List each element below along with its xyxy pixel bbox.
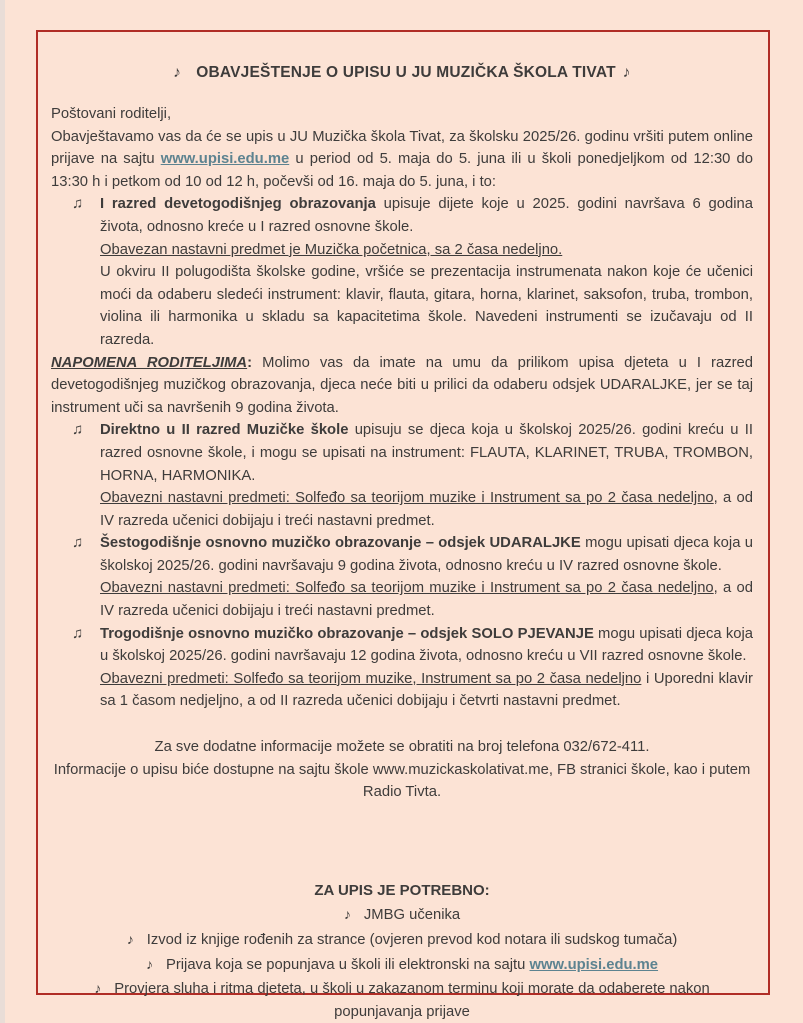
text-run: Direktno u II razred Muzičke škole (100, 422, 349, 439)
contact-info (51, 736, 753, 804)
music-note-icon: ♪ (343, 906, 351, 923)
upisi-website-link[interactable]: www.upisi.edu.me (160, 151, 290, 168)
requirement-item-birth-certificate (51, 928, 753, 952)
list-item-text (100, 626, 753, 710)
requirement-text (166, 957, 658, 973)
beamed-notes-icon: ♫ (72, 624, 84, 642)
list-item-text (100, 196, 753, 348)
requirement-text (147, 932, 678, 948)
text-run: Obavezni predmeti: Solfeđo sa teorijom muzike, Instrument sa po 2 časa nedeljno (100, 670, 642, 687)
text-run: Prijava koja se popunjava u školi ili elektronski na sajtu (165, 956, 530, 973)
salutation: Poštovani roditelji, (51, 106, 172, 122)
intro-paragraph (51, 126, 753, 194)
text-run: , a od IV razreda učenici dobijaju i treći nastavni predmet. (100, 490, 753, 529)
text-run: mogu upisati djeca koja u školskoj 2025/26. godini navršavaju 12 godina života, odnosno kreću u VII razred osnovne škole. (100, 625, 753, 665)
text-run: upisuje dijete koje u 2025. godini navršava 6 godina života, odnosno kreće u I razred osnovne škole. (100, 196, 753, 235)
page-title (51, 63, 753, 82)
beamed-notes-icon: ♫ (72, 534, 84, 552)
requirement-item-hearing-test (51, 977, 753, 1023)
requirement-text (364, 907, 460, 923)
music-note-icon: ♪ (94, 980, 102, 997)
document-frame (36, 30, 770, 1020)
requirement-item-application (51, 953, 753, 977)
text-run: Obavezan nastavni predmet je Muzička početnica, sa 2 časa nedeljno. (100, 241, 563, 258)
text-run: i Uporedni klavir sa 1 časom nedjeljno, a od II razreda učenici dobijaju i četvrti nastavni predmet. (100, 670, 753, 710)
text-run: Trogodišnje osnovno muzičko obrazovanje – odsjek SOLO PJEVANJE (100, 625, 594, 642)
text-run: NAPOMENA RODITELJIMA (51, 354, 248, 371)
text-run: mogu upisati djeca koja u školskoj 2025/26. godini navršavaju 9 godina života, odnosno kreću u IV razred osnovne škole. (100, 535, 753, 574)
upisi-website-link[interactable]: www.upisi.edu.me (529, 956, 659, 973)
music-note-icon: ♪ (126, 931, 134, 947)
beamed-notes-icon: ♫ (72, 421, 84, 439)
requirement-text (114, 981, 709, 1020)
text-run: Obavještavamo vas da će se upis u JU Muzička škola Tivat, za školsku 2025/26. godinu vršiti putem online prijave na sajtu (51, 128, 753, 168)
requirements-heading: ZA UPIS JE POTREBNO: (314, 881, 490, 899)
napomena-paragraph (51, 352, 753, 420)
enrollment-list (51, 193, 753, 713)
page-edge-strip (0, 0, 5, 1023)
text-run: : (247, 354, 253, 371)
beamed-notes-icon: ♫ (72, 195, 84, 213)
text-run: Molimo vas da imate na umu da prilikom upisa djeteta u I razred devetogodišnjeg muzičkog obrazovanja, djeca neće biti u prilici da odaberu odsjek UDARALJKE, jer se taj instrument uči sa navršenih 9 godina života. (51, 354, 753, 416)
document-body (51, 103, 753, 1023)
text-run: upisuju se djeca koja u školskoj 2025/26. godini kreću u II razred osnovne škole, i mogu se upisati na instrument: FLAUTA, KLARINET, TRUBA, TROMBON, HORNA, HARMONIKA. (100, 422, 753, 484)
text-run: Izvod iz knjige rođenih za strance (ovjeren prevod kod notara ili sudskog tumača) (146, 932, 678, 948)
phone-line: Za sve dodatne informacije možete se obratiti na broj telefona 032/672-411. (154, 739, 650, 756)
text-run: I razred devetogodišnjeg obrazovanja (100, 196, 376, 213)
text-run: , a od IV razreda učenici dobijaju i treći nastavni predmet. (100, 580, 753, 620)
text-run: Provjera sluha i ritma djeteta, u školi u zakazanom terminu koji morate da odaberete nakon popunjavanja prijave (114, 981, 710, 1020)
website-line: Informacije o upisu biće dostupne na sajtu škole www.muzickaskolativat.me, FB stranici škole, kao i putem Radio Tivta. (53, 761, 751, 801)
text-run: JMBG učenika (363, 907, 461, 924)
list-item-text (100, 422, 753, 528)
music-note-icon: ♪ (173, 64, 182, 81)
list-item-second-grade (51, 419, 753, 532)
text-run: Obavezni nastavni predmeti: Solfeđo sa teorijom muzike i Instrument sa po 2 časa nedeljno (100, 580, 714, 597)
list-item-text (100, 535, 753, 619)
list-item-solo-singing (51, 623, 753, 713)
requirements-list (51, 903, 753, 1023)
list-item-first-grade (51, 193, 753, 351)
music-note-icon: ♪ (622, 64, 631, 81)
text-run: u period od 5. maja do 5. juna ili u školi ponedjeljkom od 12:30 do 13:30 h i petkom od 10 od 12 h, počevši od 16. maja do 5. juna, i to: (51, 151, 753, 190)
music-note-icon: ♪ (145, 955, 153, 972)
page-title-text: OBAVJEŠTENJE O UPISU U JU MUZIČKA ŠKOLA TIVAT (196, 64, 616, 81)
list-item-percussion (51, 532, 753, 622)
text-run: Šestogodišnje osnovno muzičko obrazovanje – odsjek UDARALJKE (100, 535, 581, 552)
text-run: U okviru II polugodišta školske godine, vršiće se prezentacija instrumenata nakon koje će učenici moći da odaberu sledeći instrument: klavir, flauta, gitara, horna, klarinet, saksofon, truba, trombon, violina ili harmonika u skladu sa kapacitetima škole. Navedeni instrumenti se izučavaju od II razreda. (100, 264, 753, 348)
requirement-item-jmbg (51, 903, 753, 927)
text-run: Obavezni nastavni predmeti: Solfeđo sa teorijom muzike i Instrument sa po 2 časa nedeljno (100, 490, 714, 507)
